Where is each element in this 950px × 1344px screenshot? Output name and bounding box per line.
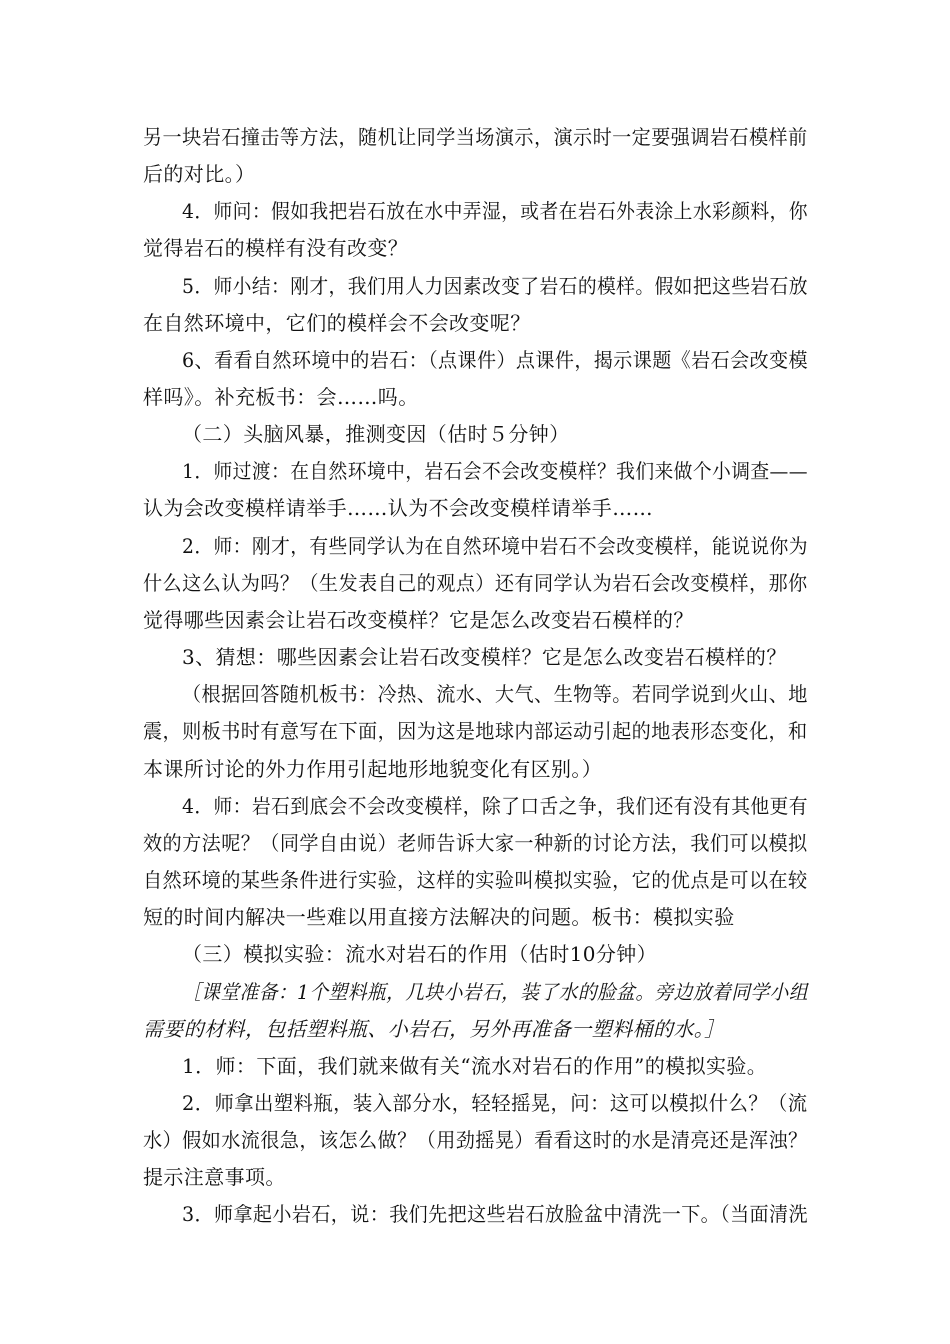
- text-line: 3．师拿起小岩石，说：我们先把这些岩石放脸盆中清洗一下。（当面清洗: [182, 1202, 808, 1226]
- text-line: 本课所讨论的外力作用引起地形地貌变化有区别。）: [143, 757, 603, 781]
- text-line: 认为会改变模样请举手……认为不会改变模样请举手……: [143, 496, 653, 520]
- text-line: 在自然环境中，它们的模样会不会改变呢？: [143, 311, 531, 335]
- text-line: 效的方法呢？（同学自由说）老师告诉大家一种新的讨论方法，我们可以模拟: [143, 831, 808, 855]
- text-line: 提示注意事项。: [143, 1165, 286, 1189]
- text-line: 4．师：岩石到底会不会改变模样，除了口舌之争，我们还有没有其他更有: [182, 794, 808, 818]
- text-line: 2．师拿出塑料瓶，装入部分水，轻轻摇晃，问：这可以模拟什么？（流: [182, 1091, 808, 1115]
- text-line: 震，则板书时有意写在下面，因为这是地球内部运动引起的地表形态变化，和: [143, 719, 808, 743]
- text-line: 自然环境的某些条件进行实验，这样的实验叫模拟实验，它的优点是可以在较: [143, 868, 808, 892]
- text-line: （根据回答随机板书：冷热、流水、大气、生物等。若同学说到火山、地: [182, 682, 808, 706]
- text-line: 3、猜想：哪些因素会让岩石改变模样？它是怎么改变岩石模样的？: [182, 645, 787, 669]
- preparation-note: 需要的材料，包括塑料瓶、小岩石，另外再准备一塑料桶的水。］: [143, 1017, 725, 1041]
- text-line: 4．师问：假如我把岩石放在水中弄湿，或者在岩石外表涂上水彩颜料，你: [182, 199, 808, 223]
- text-line: 觉得岩石的模样有没有改变？: [143, 236, 409, 260]
- text-line: 2．师：刚才，有些同学认为在自然环境中岩石不会改变模样，能说说你为: [182, 534, 808, 558]
- text-line: 后的对比。）: [143, 162, 256, 186]
- text-line: 样吗》。补充板书：会……吗。: [143, 385, 419, 409]
- section-heading: （二）头脑风暴，推测变因（估时５分钟）: [182, 422, 570, 446]
- text-line: 什么这么认为吗？（生发表自己的观点）还有同学认为岩石会改变模样，那你: [143, 571, 808, 595]
- text-line: 1．师过渡：在自然环境中，岩石会不会改变模样？我们来做个小调查——: [182, 459, 808, 483]
- preparation-note: ［课堂准备：1个塑料瓶，几块小岩石，装了水的脸盆。旁边放着同学小组: [182, 980, 808, 1004]
- text-line: 短的时间内解决一些难以用直接方法解决的问题。板书：模拟实验: [143, 905, 735, 929]
- text-line: 觉得哪些因素会让岩石改变模样？它是怎么改变岩石模样的？: [143, 608, 694, 632]
- text-line: 另一块岩石撞击等方法，随机让同学当场演示，演示时一定要强调岩石模样前: [143, 125, 808, 149]
- text-line: 6、看看自然环境中的岩石：（点课件）点课件，揭示课题《岩石会改变模: [182, 348, 808, 372]
- section-heading: （三）模拟实验：流水对岩石的作用（估时10分钟）: [182, 942, 658, 966]
- text-line: 水）假如水流很急，该怎么做？（用劲摇晃）看看这时的水是清亮还是浑浊？: [143, 1128, 808, 1152]
- text-line: 1．师：下面，我们就来做有关“流水对岩石的作用”的模拟实验。: [182, 1054, 768, 1078]
- text-line: 5．师小结：刚才，我们用人力因素改变了岩石的模样。假如把这些岩石放: [182, 274, 808, 298]
